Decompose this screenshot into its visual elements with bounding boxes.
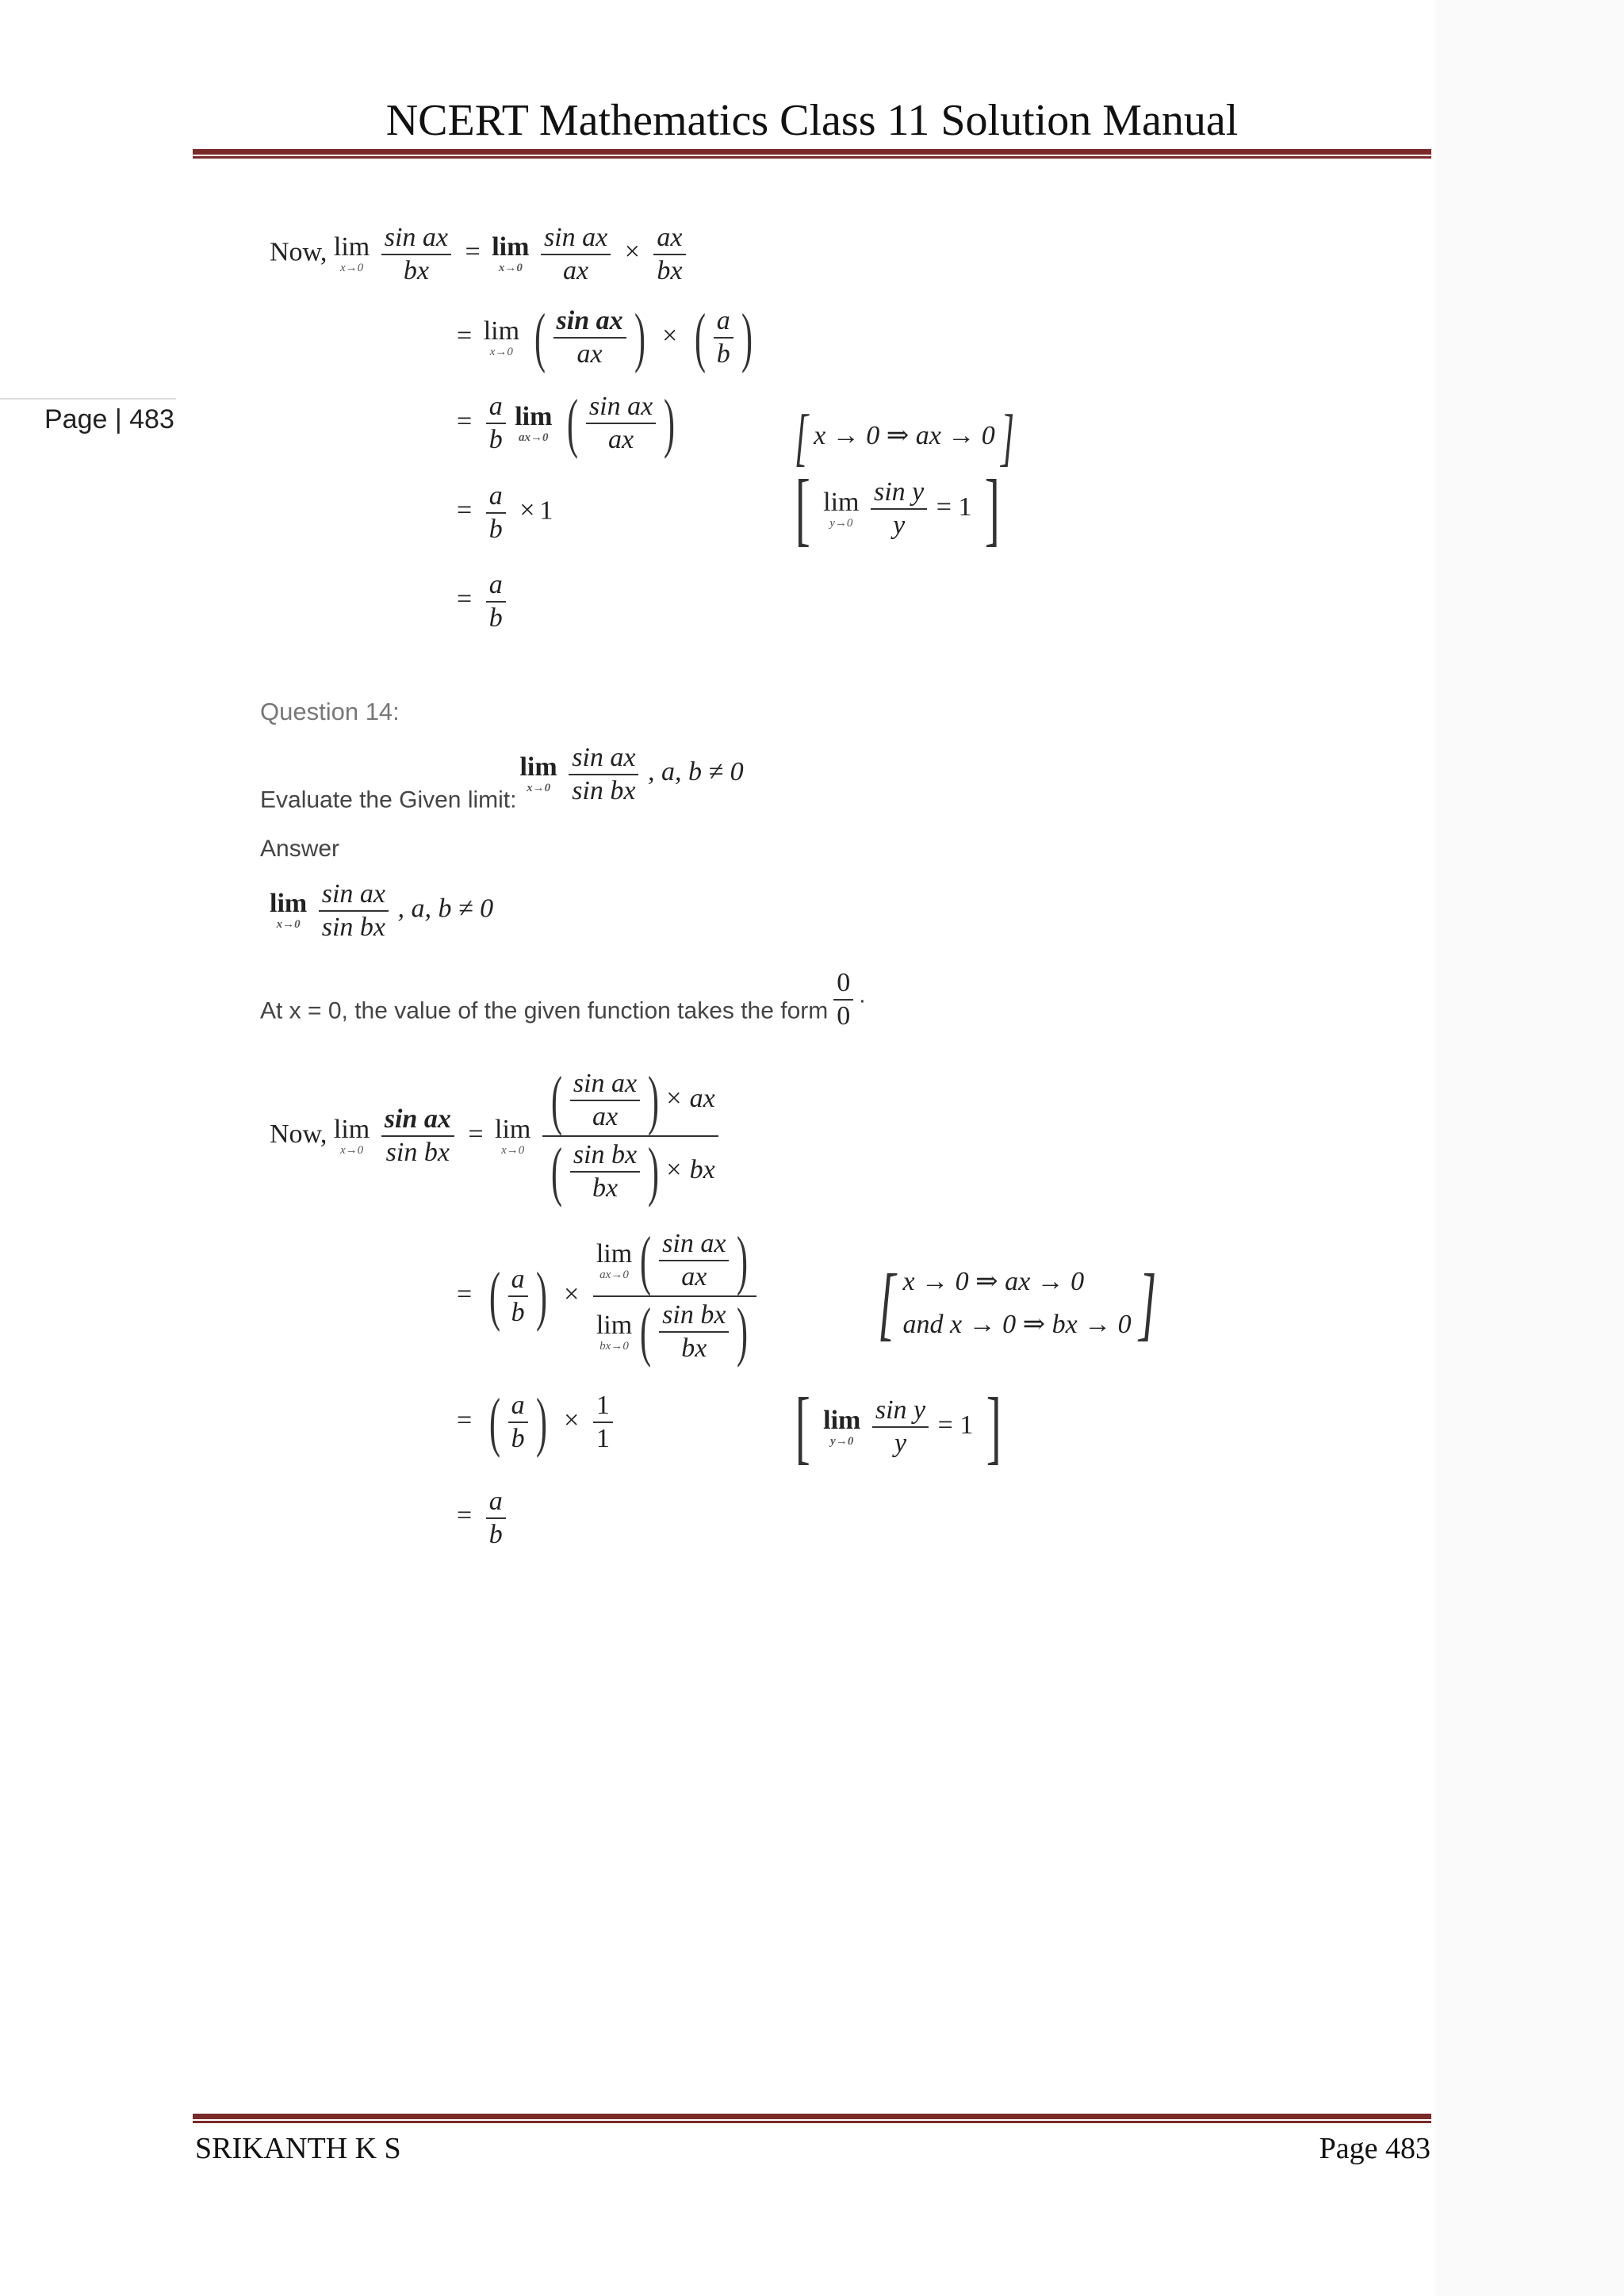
lim-op: lim x→0 (519, 752, 557, 795)
question-prompt: Evaluate the Given limit: lim x→0 $\frac{\text{sin ax}}{\text{sin bx}}$ , a, b ≠ 0 (260, 743, 744, 813)
question-heading: Question 14: (260, 698, 400, 725)
now-label: Now, (270, 237, 327, 267)
lim-op: lim x→0 (333, 1114, 370, 1157)
fraction: $\frac{a}{b}$ (486, 571, 506, 632)
page-margin-strip (1435, 0, 1624, 2296)
q14-note-1: [ x → 0 ⇒ ax → 0 and x → 0 ⇒ bx → 0 ] (878, 1257, 1157, 1349)
fraction: $\frac{\text{sin ax}}{ax}$ (553, 307, 626, 368)
lim-op: lim ax→0 (515, 401, 553, 444)
page-title: NCERT Mathematics Class 11 Solution Manual (385, 96, 1239, 145)
lim-op: lim x→0 (483, 316, 520, 358)
lim-op: lim x→0 (492, 232, 530, 275)
answer-restate: lim x→0 $\frac{\text{sin ax}}{\text{sin bx}}$ , a, b ≠ 0 (270, 879, 494, 942)
fraction: $\frac{0}{0}$ (833, 969, 853, 1030)
footer-rule (193, 2114, 1431, 2125)
prev-note-1: [ x → 0 ⇒ ax → 0] (795, 403, 1014, 473)
fraction: lim ax→0 ( $\frac{\text{sin ax}}{ax}$ ) lim bx→0 ( $\frac{\text{sin bx}}{bx}$ ) (593, 1227, 757, 1365)
prev-step-4: = $\frac{a}{b}$ × 1 (457, 481, 553, 544)
prev-step-2: = lim x→0 ( $\frac{\text{sin ax}}{ax}$ ) × ( $\frac{a}{b}$ ) (457, 300, 753, 374)
footer-author: SRIKANTH K S (195, 2132, 401, 2165)
prev-step-1: Now, lim x→0 $\frac{\text{sin ax}}{bx}$ = lim x→0 $\frac{\text{sin ax}}{ax}$ × $\frac{ax}{bx}$ (270, 224, 688, 285)
side-divider (0, 398, 176, 400)
fraction: $\frac{a}{b}$ (486, 1487, 506, 1548)
q14-step-1: Now, lim x→0 $\frac{\text{sin ax}}{\text{sin bx}}$ = lim x→0 ( $\frac{\text{sin ax}}{ax}$ ) × ax ( $\frac{\text{sin bx}}{bx}$ ) × bx (270, 1067, 721, 1205)
fraction: $\frac{\text{sin ax}}{ax}$ (586, 392, 656, 453)
fraction: $\frac{1}{1}$ (593, 1391, 613, 1452)
fraction: $\frac{a}{b}$ (508, 1265, 528, 1326)
footer-page-number: Page 483 (1319, 2132, 1431, 2165)
lim-op: lim y→0 (823, 487, 860, 530)
fraction: $\frac{a}{b}$ (486, 392, 506, 453)
header-rule (193, 149, 1431, 160)
fraction: ( $\frac{\text{sin ax}}{ax}$ ) × ax ( $\frac{\text{sin bx}}{bx}$ ) × bx (542, 1067, 718, 1205)
lim-op: lim x→0 (333, 232, 370, 275)
q14-step-4: = $\frac{a}{b}$ (452, 1487, 508, 1548)
side-page-number: Page | 483 (44, 404, 174, 434)
q14-step-3: = ( $\frac{a}{b}$ ) × $\frac{1}{1}$ (452, 1389, 615, 1456)
fraction: $\frac{\text{sin ax}}{ax}$ (541, 224, 611, 285)
fraction: $\frac{\text{sin y}}{y}$ (872, 1396, 929, 1457)
form-statement: At x = 0, the value of the given function takes the form $\frac{0}{0}$ . (260, 968, 866, 1031)
lim-op: lim y→0 (823, 1405, 861, 1448)
fraction: $\frac{\text{sin y}}{y}$ (871, 478, 927, 539)
fraction: $\frac{a}{b}$ (714, 307, 733, 368)
prev-note-2: [ lim y→0 $\frac{\text{sin y}}{y}$ = 1 ] (795, 463, 1000, 554)
lim-op: lim x→0 (270, 889, 308, 932)
fraction: $\frac{a}{b}$ (486, 482, 506, 543)
fraction: $\frac{\text{sin ax}}{\text{sin bx}}$ (381, 1105, 454, 1166)
fraction: $\frac{\text{sin ax}}{\text{sin bx}}$ (319, 880, 389, 941)
q14-note-2: [ lim y→0 $\frac{\text{sin y}}{y}$ = 1 ] (795, 1381, 1002, 1472)
fraction: $\frac{ax}{bx}$ (653, 224, 685, 285)
q14-step-2: = ( $\frac{a}{b}$ ) × lim ax→0 ( $\frac{\text{sin ax}}{ax}$ ) lim bx→0 ( $\frac{\text{sin bx}}{bx}$ ) (452, 1227, 759, 1365)
now-label: Now, (270, 1119, 327, 1149)
answer-label: Answer (260, 836, 340, 862)
fraction: $\frac{\text{sin ax}}{\text{sin bx}}$ (569, 744, 638, 805)
prev-step-3: = $\frac{a}{b}$ lim ax→0 ( $\frac{\text{sin ax}}{ax}$ ) (457, 386, 676, 460)
prev-step-5: = $\frac{a}{b}$ (452, 571, 508, 632)
lim-op: lim x→0 (495, 1114, 531, 1157)
fraction: $\frac{\text{sin ax}}{bx}$ (381, 224, 451, 285)
fraction: $\frac{a}{b}$ (508, 1391, 528, 1452)
